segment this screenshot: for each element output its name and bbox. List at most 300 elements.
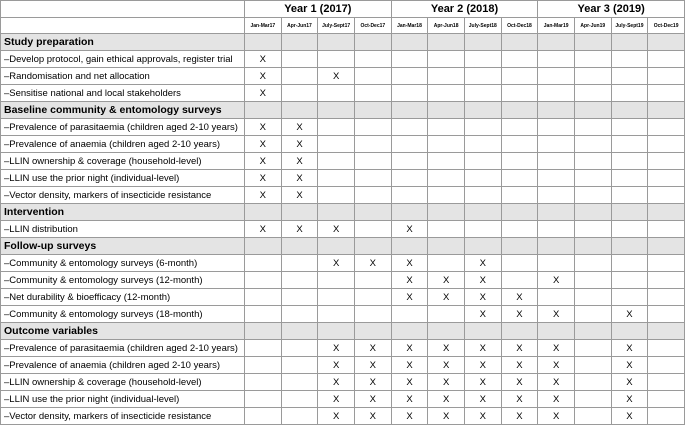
activity-label: –Vector density, markers of insecticide resistance — [1, 408, 245, 425]
schedule-cell: X — [354, 255, 391, 272]
schedule-cell: X — [354, 408, 391, 425]
schedule-cell — [428, 187, 465, 204]
schedule-cell — [391, 68, 428, 85]
schedule-cell: X — [538, 340, 575, 357]
section-fill-cell — [318, 323, 355, 340]
schedule-cell — [245, 340, 282, 357]
schedule-cell — [574, 357, 611, 374]
section-fill-cell — [354, 34, 391, 51]
schedule-cell — [538, 170, 575, 187]
schedule-cell — [281, 68, 318, 85]
schedule-cell: X — [538, 306, 575, 323]
schedule-cell — [574, 272, 611, 289]
schedule-cell — [464, 136, 501, 153]
section-fill-cell — [464, 323, 501, 340]
quarter-header: Oct-Dec18 — [501, 18, 538, 34]
schedule-cell — [574, 374, 611, 391]
schedule-cell — [245, 255, 282, 272]
schedule-cell: X — [281, 153, 318, 170]
schedule-cell — [428, 51, 465, 68]
schedule-cell — [354, 85, 391, 102]
table-row — [1, 255, 685, 272]
schedule-cell — [464, 51, 501, 68]
schedule-cell — [538, 221, 575, 238]
section-fill-cell — [501, 34, 538, 51]
schedule-cell: X — [464, 408, 501, 425]
activity-label: –Sensitise national and local stakeholders — [1, 85, 245, 102]
year-header: Year 1 (2017) — [245, 1, 392, 18]
schedule-cell — [281, 357, 318, 374]
schedule-cell — [281, 408, 318, 425]
quarter-header: July-Sept18 — [464, 18, 501, 34]
schedule-cell — [281, 340, 318, 357]
quarter-header: Oct-Dec19 — [648, 18, 685, 34]
schedule-cell — [391, 136, 428, 153]
schedule-cell — [245, 272, 282, 289]
schedule-cell: X — [391, 221, 428, 238]
section-fill-cell — [428, 323, 465, 340]
section-fill-cell — [464, 238, 501, 255]
schedule-cell — [428, 68, 465, 85]
schedule-cell — [464, 221, 501, 238]
section-fill-cell — [318, 102, 355, 119]
schedule-cell: X — [281, 119, 318, 136]
schedule-cell: X — [391, 357, 428, 374]
table-row — [1, 374, 685, 391]
schedule-cell: X — [464, 340, 501, 357]
schedule-cell — [501, 153, 538, 170]
schedule-cell — [391, 119, 428, 136]
activity-label: –Community & entomology surveys (6-month) — [1, 255, 245, 272]
schedule-cell: X — [281, 170, 318, 187]
quarter-header: Apr-Jun19 — [574, 18, 611, 34]
section-fill-cell — [428, 204, 465, 221]
schedule-cell — [464, 119, 501, 136]
table-row — [1, 391, 685, 408]
activity-label: –Community & entomology surveys (18-month) — [1, 306, 245, 323]
schedule-cell — [428, 306, 465, 323]
schedule-cell — [501, 272, 538, 289]
schedule-cell — [428, 119, 465, 136]
schedule-cell: X — [354, 391, 391, 408]
schedule-cell — [648, 340, 685, 357]
schedule-cell: X — [501, 340, 538, 357]
section-fill-cell — [245, 323, 282, 340]
schedule-cell: X — [611, 306, 648, 323]
schedule-cell: X — [501, 374, 538, 391]
schedule-cell: X — [428, 374, 465, 391]
table-row — [1, 340, 685, 357]
schedule-cell — [574, 119, 611, 136]
quarter-header: July-Sept17 — [318, 18, 355, 34]
schedule-cell — [501, 187, 538, 204]
quarter-header: Apr-Jun17 — [281, 18, 318, 34]
schedule-cell: X — [245, 119, 282, 136]
schedule-cell — [501, 85, 538, 102]
schedule-cell: X — [464, 255, 501, 272]
section-fill-cell — [501, 204, 538, 221]
table-row — [1, 187, 685, 204]
schedule-cell — [281, 289, 318, 306]
schedule-cell: X — [245, 51, 282, 68]
section-fill-cell — [464, 102, 501, 119]
schedule-cell — [245, 408, 282, 425]
schedule-cell — [281, 374, 318, 391]
schedule-cell: X — [611, 374, 648, 391]
schedule-cell — [648, 408, 685, 425]
schedule-cell — [428, 153, 465, 170]
schedule-cell — [648, 51, 685, 68]
schedule-cell — [611, 255, 648, 272]
schedule-cell — [318, 51, 355, 68]
schedule-cell — [354, 51, 391, 68]
section-fill-cell — [574, 102, 611, 119]
section-fill-cell — [428, 34, 465, 51]
section-fill-cell — [538, 102, 575, 119]
schedule-cell — [648, 153, 685, 170]
section-header-row — [1, 102, 685, 119]
table-row — [1, 51, 685, 68]
table-row — [1, 289, 685, 306]
table-row — [1, 68, 685, 85]
schedule-cell: X — [428, 272, 465, 289]
schedule-cell — [648, 391, 685, 408]
schedule-cell: X — [538, 272, 575, 289]
schedule-cell: X — [354, 340, 391, 357]
activity-label: –LLIN use the prior night (individual-level) — [1, 170, 245, 187]
schedule-cell: X — [245, 170, 282, 187]
section-header-row — [1, 323, 685, 340]
schedule-cell: X — [501, 391, 538, 408]
schedule-cell — [281, 391, 318, 408]
section-title: Follow-up surveys — [1, 238, 245, 255]
schedule-cell — [611, 51, 648, 68]
schedule-cell — [648, 119, 685, 136]
table-row — [1, 272, 685, 289]
schedule-cell — [648, 374, 685, 391]
schedule-cell — [281, 306, 318, 323]
quarter-header: Apr-Jun18 — [428, 18, 465, 34]
schedule-cell — [648, 170, 685, 187]
quarter-header: July-Sept19 — [611, 18, 648, 34]
table-row — [1, 119, 685, 136]
schedule-cell — [281, 51, 318, 68]
section-fill-cell — [281, 238, 318, 255]
schedule-cell — [611, 289, 648, 306]
schedule-cell — [464, 68, 501, 85]
schedule-cell: X — [245, 221, 282, 238]
schedule-cell: X — [245, 136, 282, 153]
schedule-cell: X — [391, 255, 428, 272]
schedule-cell — [318, 187, 355, 204]
schedule-cell — [354, 187, 391, 204]
schedule-cell — [538, 255, 575, 272]
section-header-row — [1, 238, 685, 255]
schedule-cell — [538, 187, 575, 204]
schedule-cell: X — [354, 374, 391, 391]
schedule-cell — [538, 289, 575, 306]
section-fill-cell — [648, 34, 685, 51]
schedule-cell: X — [281, 221, 318, 238]
schedule-cell: X — [318, 221, 355, 238]
schedule-cell — [648, 306, 685, 323]
quarter-header: Jan-Mar17 — [245, 18, 282, 34]
schedule-cell — [574, 136, 611, 153]
activity-label: –Vector density, markers of insecticide resistance — [1, 187, 245, 204]
section-fill-cell — [574, 323, 611, 340]
schedule-cell — [354, 272, 391, 289]
schedule-cell — [538, 136, 575, 153]
timeline-body — [1, 34, 685, 425]
schedule-cell: X — [538, 391, 575, 408]
schedule-cell: X — [428, 391, 465, 408]
schedule-cell — [574, 85, 611, 102]
schedule-cell: X — [281, 136, 318, 153]
table-row — [1, 136, 685, 153]
section-fill-cell — [281, 323, 318, 340]
section-fill-cell — [464, 204, 501, 221]
schedule-cell — [245, 357, 282, 374]
quarter-header-row — [1, 18, 685, 34]
schedule-cell — [464, 85, 501, 102]
schedule-cell: X — [428, 289, 465, 306]
section-fill-cell — [538, 34, 575, 51]
section-fill-cell — [464, 34, 501, 51]
schedule-cell — [574, 391, 611, 408]
schedule-cell: X — [318, 68, 355, 85]
schedule-cell — [245, 391, 282, 408]
section-fill-cell — [245, 102, 282, 119]
schedule-cell — [281, 255, 318, 272]
schedule-cell — [428, 170, 465, 187]
schedule-cell — [611, 119, 648, 136]
schedule-cell — [611, 136, 648, 153]
schedule-cell: X — [318, 408, 355, 425]
schedule-cell: X — [245, 85, 282, 102]
section-fill-cell — [538, 323, 575, 340]
table-row — [1, 153, 685, 170]
schedule-cell: X — [391, 272, 428, 289]
schedule-cell: X — [464, 306, 501, 323]
activity-label: –Prevalence of parasitaemia (children aged 2-10 years) — [1, 340, 245, 357]
schedule-cell — [648, 85, 685, 102]
schedule-cell — [391, 187, 428, 204]
schedule-cell — [354, 289, 391, 306]
schedule-cell — [648, 187, 685, 204]
section-fill-cell — [648, 204, 685, 221]
schedule-cell: X — [611, 357, 648, 374]
schedule-cell — [391, 51, 428, 68]
section-title: Baseline community & entomology surveys — [1, 102, 245, 119]
schedule-cell: X — [245, 68, 282, 85]
section-fill-cell — [501, 102, 538, 119]
section-fill-cell — [501, 238, 538, 255]
schedule-cell — [354, 136, 391, 153]
schedule-cell — [281, 85, 318, 102]
schedule-cell: X — [538, 374, 575, 391]
activity-label: –Develop protocol, gain ethical approvals, register trial — [1, 51, 245, 68]
schedule-cell — [318, 136, 355, 153]
section-title: Study preparation — [1, 34, 245, 51]
schedule-cell — [318, 289, 355, 306]
section-fill-cell — [391, 238, 428, 255]
schedule-cell — [574, 51, 611, 68]
schedule-cell — [318, 272, 355, 289]
schedule-cell: X — [391, 340, 428, 357]
year-header: Year 2 (2018) — [391, 1, 538, 18]
schedule-cell: X — [464, 374, 501, 391]
section-fill-cell — [318, 204, 355, 221]
schedule-cell: X — [611, 340, 648, 357]
table-row — [1, 85, 685, 102]
schedule-cell: X — [318, 391, 355, 408]
section-fill-cell — [391, 34, 428, 51]
schedule-cell — [574, 289, 611, 306]
schedule-cell: X — [245, 187, 282, 204]
section-fill-cell — [391, 204, 428, 221]
schedule-cell — [464, 170, 501, 187]
activity-label: –LLIN distribution — [1, 221, 245, 238]
section-fill-cell — [281, 34, 318, 51]
schedule-cell: X — [391, 391, 428, 408]
section-fill-cell — [538, 238, 575, 255]
section-fill-cell — [428, 238, 465, 255]
section-fill-cell — [354, 102, 391, 119]
schedule-cell — [391, 306, 428, 323]
section-fill-cell — [648, 102, 685, 119]
year-header-row — [1, 1, 685, 18]
section-fill-cell — [574, 34, 611, 51]
schedule-cell — [245, 306, 282, 323]
schedule-cell: X — [318, 357, 355, 374]
section-fill-cell — [354, 323, 391, 340]
section-fill-cell — [574, 238, 611, 255]
schedule-cell: X — [464, 391, 501, 408]
schedule-cell — [464, 187, 501, 204]
activity-label: –Net durability & bioefficacy (12-month) — [1, 289, 245, 306]
schedule-cell — [574, 170, 611, 187]
header-corner-cell — [1, 18, 245, 34]
section-fill-cell — [318, 238, 355, 255]
schedule-cell — [538, 68, 575, 85]
activity-label: –LLIN ownership & coverage (household-level) — [1, 374, 245, 391]
schedule-cell: X — [318, 340, 355, 357]
schedule-cell — [648, 289, 685, 306]
section-fill-cell — [391, 323, 428, 340]
section-fill-cell — [611, 204, 648, 221]
activity-label: –LLIN ownership & coverage (household-level) — [1, 153, 245, 170]
schedule-cell — [611, 221, 648, 238]
activity-label: –Prevalence of anaemia (children aged 2-10 years) — [1, 136, 245, 153]
schedule-cell — [428, 85, 465, 102]
section-fill-cell — [318, 34, 355, 51]
schedule-cell — [245, 374, 282, 391]
section-fill-cell — [611, 238, 648, 255]
schedule-cell: X — [391, 408, 428, 425]
schedule-cell: X — [501, 289, 538, 306]
table-row — [1, 408, 685, 425]
schedule-cell — [648, 221, 685, 238]
schedule-cell: X — [428, 357, 465, 374]
activity-label: –Community & entomology surveys (12-month) — [1, 272, 245, 289]
schedule-cell — [538, 51, 575, 68]
schedule-cell — [354, 221, 391, 238]
section-fill-cell — [648, 238, 685, 255]
schedule-cell — [501, 119, 538, 136]
schedule-cell — [391, 85, 428, 102]
schedule-cell — [391, 170, 428, 187]
schedule-cell — [574, 221, 611, 238]
schedule-cell — [245, 289, 282, 306]
section-fill-cell — [245, 34, 282, 51]
activity-label: –Randomisation and net allocation — [1, 68, 245, 85]
section-fill-cell — [648, 323, 685, 340]
schedule-cell — [538, 119, 575, 136]
section-fill-cell — [354, 238, 391, 255]
schedule-cell: X — [318, 255, 355, 272]
schedule-cell: X — [611, 408, 648, 425]
schedule-cell — [611, 272, 648, 289]
activity-label: –LLIN use the prior night (individual-level) — [1, 391, 245, 408]
schedule-cell: X — [391, 289, 428, 306]
schedule-cell: X — [464, 289, 501, 306]
section-fill-cell — [428, 102, 465, 119]
header-corner-cell — [1, 1, 245, 18]
schedule-cell — [574, 255, 611, 272]
schedule-cell — [464, 153, 501, 170]
schedule-cell: X — [538, 408, 575, 425]
table-row — [1, 306, 685, 323]
section-title: Intervention — [1, 204, 245, 221]
schedule-cell — [501, 255, 538, 272]
schedule-cell — [318, 85, 355, 102]
section-fill-cell — [245, 238, 282, 255]
schedule-cell: X — [464, 357, 501, 374]
schedule-cell — [354, 68, 391, 85]
schedule-cell — [354, 306, 391, 323]
schedule-cell: X — [391, 374, 428, 391]
schedule-cell: X — [354, 357, 391, 374]
schedule-cell — [354, 170, 391, 187]
schedule-cell: X — [281, 187, 318, 204]
schedule-cell — [648, 357, 685, 374]
schedule-cell — [501, 136, 538, 153]
schedule-cell — [574, 408, 611, 425]
schedule-cell: X — [464, 272, 501, 289]
table-row — [1, 357, 685, 374]
section-header-row — [1, 34, 685, 51]
section-fill-cell — [281, 204, 318, 221]
section-header-row — [1, 204, 685, 221]
table-row — [1, 221, 685, 238]
schedule-cell — [574, 153, 611, 170]
quarter-header: Jan-Mar18 — [391, 18, 428, 34]
schedule-cell — [281, 272, 318, 289]
schedule-cell — [648, 272, 685, 289]
schedule-cell — [611, 187, 648, 204]
schedule-cell — [501, 221, 538, 238]
schedule-cell — [648, 136, 685, 153]
quarter-header: Jan-Mar19 — [538, 18, 575, 34]
schedule-cell — [501, 51, 538, 68]
schedule-cell — [611, 170, 648, 187]
section-fill-cell — [281, 102, 318, 119]
schedule-cell: X — [318, 374, 355, 391]
schedule-cell — [318, 119, 355, 136]
schedule-cell — [648, 68, 685, 85]
activity-label: –Prevalence of parasitaemia (children aged 2-10 years) — [1, 119, 245, 136]
schedule-cell — [428, 221, 465, 238]
